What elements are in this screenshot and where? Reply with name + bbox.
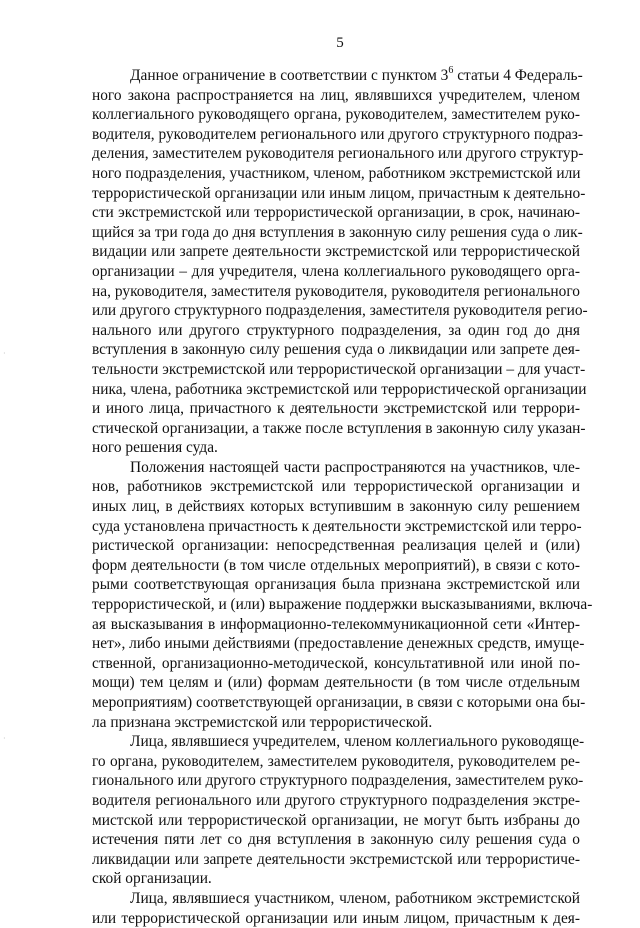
margin-mark: ·	[3, 349, 6, 358]
text-line: мистской или террористической организации, не могут быть избраны до	[92, 811, 580, 829]
text-line: истечения пяти лет со дня вступления в законную силу решения суда о	[92, 831, 580, 849]
text-line: Лица, являвшиеся участником, членом, работником экстремистской	[130, 889, 580, 907]
text-line: мощи) тем целям и (или) формам деятельности (в том числе отдельным	[92, 674, 580, 692]
text-line: ного подразделения, участником, членом, работником экстремистской или	[92, 164, 581, 182]
text-line: Лица, являвшиеся учредителем, членом коллегиального руководяще-	[130, 733, 585, 751]
text-line: водителя, руководителем регионального или другого структурного подраз-	[92, 125, 583, 143]
margin-mark: ·	[3, 734, 6, 743]
text-line: организации – для учредителя, члена коллегиального руководящего орга-	[92, 262, 580, 280]
text-line: сти экстремистской или террористической организации, в срок, начинаю-	[92, 204, 580, 222]
text-line: ской организации.	[92, 870, 212, 888]
text-line: ликвидации или запрете деятельности экстремистской или террористиче-	[92, 850, 580, 868]
document-body	[92, 64, 593, 928]
paragraph-restriction	[92, 64, 588, 458]
text-line: или террористической организации или иным лицом, причастным к дея-	[92, 909, 580, 927]
text-line: или другого структурного подразделения, заместителя руководителя регио-	[92, 302, 588, 320]
text-line: водителя регионального или другого структурного подразделения экстре-	[92, 791, 580, 809]
text-line: стической организации, а также после вступления в законную силу указан-	[92, 419, 586, 437]
text-line: вступления в законную силу решения суда о ликвидации или запрете дея-	[92, 341, 580, 359]
text-line: нет», либо иными действиями (предоставление денежных средств, имуще-	[92, 635, 585, 653]
text-line: ного закона распространяется на лиц, являвшихся учредителем, членом	[92, 86, 580, 104]
text-line: гионального или другого структурного подразделения, заместителем руко-	[92, 772, 584, 790]
text-line: ла признана экстремистской или террористической.	[92, 713, 433, 731]
page-number: 5	[336, 35, 344, 51]
text-line: ника, члена, работника экстремистской или террористической организации	[92, 380, 587, 398]
paragraph-participants	[92, 889, 580, 928]
text-line: на, руководителя, заместителя руководителя, руководителя регионального	[92, 282, 580, 300]
paragraph-founders	[92, 732, 585, 889]
text-line: Положения настоящей части распространяются на участников, чле-	[130, 458, 580, 476]
text-line: ристической организации: непосредственная реализация целей и (или)	[92, 537, 580, 555]
text-line: Данное ограничение в соответствии с пунктом $3^6$ статьи 4 Федераль-	[130, 64, 583, 84]
text-line: ного решения суда.	[92, 439, 218, 457]
text-line: рыми соответствующая организация была признана экстремистской или	[92, 576, 580, 594]
text-line: коллегиального руководящего органа, руководителем, заместителем руко-	[92, 106, 580, 124]
text-line: го органа, руководителем, заместителем руководителя, руководителем ре-	[92, 752, 580, 770]
text-line: ственной, организационно-методической, консультативной или иной по-	[92, 654, 580, 672]
text-line: иных лиц, в действиях которых вступившим в законную силу решением	[92, 498, 580, 516]
text-line: видации или запрете деятельности экстремистской или террористической	[92, 243, 580, 261]
text-line: суда установлена причастность к деятельности экстремистской или терро-	[92, 517, 582, 535]
text-line: и иного лица, причастного к деятельности экстремистской или террори-	[92, 400, 580, 418]
text-line: ая высказывания в информационно-телекоммуникационной сети «Интер-	[92, 615, 580, 633]
text-line: террористической организации или иным лицом, причастным к деятельно-	[92, 184, 586, 202]
paragraph-provisions	[92, 458, 593, 732]
text-line: форм деятельности (в том числе отдельных мероприятий), в связи с кото-	[92, 556, 580, 574]
text-line: тельности экстремистской или террористической организации – для участ-	[92, 360, 586, 378]
text-line: нального или другого структурного подразделения, за один год до дня	[92, 321, 580, 339]
text-line: деления, заместителем руководителя регионального или другого структур-	[92, 145, 584, 163]
superscript: 6	[448, 64, 454, 76]
text-line: нов, работников экстремистской или террористической организации и	[92, 478, 580, 496]
text-line: мероприятиям) соответствующей организации, в связи с которыми она бы-	[92, 694, 586, 711]
text-line: щийся за три года до дня вступления в законную силу решения суда о лик-	[92, 223, 583, 241]
text-line: террористической, и (или) выражение поддержки высказываниями, включа-	[92, 596, 593, 614]
